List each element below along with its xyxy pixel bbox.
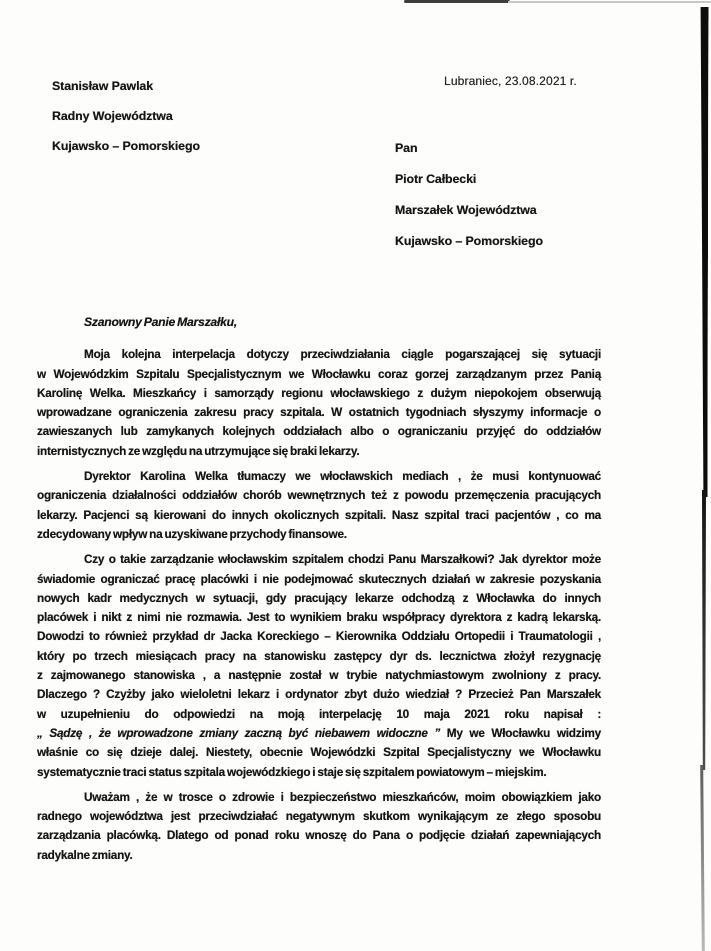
paragraph-line: systematycznie traci status szpitala wojewódzkiego i staje się szpitalem powiatowym – miejskim. bbox=[37, 764, 547, 779]
paragraph-line: w Wojewódzkim Szpitalu Specjalistycznym we Włocławku coraz gorzej zarządzanym przez Panią bbox=[37, 366, 601, 381]
paragraph-text: My we Włocławku widzimy bbox=[440, 725, 601, 740]
quoted-text: „ Sądzę , że wprowadzone zmiany zaczną być niebawem widoczne ” bbox=[37, 725, 441, 740]
scan-top-edge-line-faint bbox=[508, 1, 711, 3]
sender-title: Radny Województwa bbox=[52, 109, 173, 123]
paragraph-line: zawieszanych lub zamykanych kolejnych oddziałach albo o ograniczaniu przyjęć do oddziałów bbox=[37, 424, 601, 439]
paragraph-line: lekarzy. Pacjenci są kierowani do innych okolicznych szpitali. Nasz szpital traci pacjentów , co ma bbox=[37, 507, 601, 522]
paragraph bbox=[37, 550, 601, 782]
paragraph-line: Uważam , że w trosce o zdrowie i bezpieczeństwo mieszkańców, moim obowiązkiem jako bbox=[84, 789, 601, 804]
paragraph-line: Moja kolejna interpelacja dotyczy przeciwdziałania ciągle pogarszającej się sytuacji bbox=[84, 347, 601, 362]
recipient-title: Marszałek Województwa bbox=[395, 203, 537, 217]
paragraph-line: Karolinę Welka. Mieszkańcy i samorządy regionu włocławskiego z dużym niepokojem obserwują bbox=[37, 385, 601, 400]
paragraph-line: Dowodzi to również przykład dr Jacka Koreckiego – Kierownika Oddziału Ortopedii i Traumatologii , bbox=[37, 629, 601, 644]
paragraph-line: Dlaczego ? Czyżby jako wieloletni lekarz i ordynator zbyt dużo wiedział ? Przecież Pan Marszałek bbox=[37, 687, 601, 702]
paragraph bbox=[37, 345, 601, 461]
recipient-region: Kujawsko – Pomorskiego bbox=[395, 234, 543, 248]
sender-name: Stanisław Pawlak bbox=[52, 79, 154, 93]
paragraph-line: świadomie ograniczać pracę placówki i nie podejmować skutecznych działań w zakresie pozyskania bbox=[37, 571, 601, 586]
scan-top-edge-line bbox=[404, 0, 510, 3]
paragraph-line: radykalne zmiany. bbox=[37, 847, 133, 862]
letter-body bbox=[37, 313, 601, 871]
paragraph-line: internistycznych ze względu na utrzymujące się braki lekarzy. bbox=[37, 443, 360, 458]
paragraph-line: który po trzech miesiącach pracy na stanowisku zastępcy dyr ds. lecznictwa złożył rezygnację bbox=[37, 648, 601, 663]
recipient-block bbox=[395, 133, 543, 257]
recipient-name: Piotr Całbecki bbox=[395, 172, 477, 186]
paragraph-line: Dyrektor Karolina Welka tłumaczy we włocławskich mediach , że musi kontynuować bbox=[84, 469, 601, 484]
paragraph-line: w uzupełnieniu do odpowiedzi na moją interpelację 10 maja 2021 roku napisał : bbox=[37, 706, 601, 721]
paragraph-line: z zajmowanego stanowiska , a następnie został w trybie natychmiastowym zwolniony z pracy. bbox=[37, 668, 601, 683]
place-date-line: Lubraniec, 23.08.2021 r. bbox=[444, 74, 577, 88]
sender-region: Kujawsko – Pomorskiego bbox=[52, 139, 200, 153]
paragraph-line: właśnie co się dzieje dalej. Niestety, obecnie Wojewódzki Szpital Specjalistyczny we Włocławku bbox=[37, 745, 601, 760]
paragraph-line: nowych kadr medycznych w sytuacji, gdy pracujący lekarze odchodzą z Włocławka do innych bbox=[37, 590, 601, 605]
paragraph-line: ograniczenia działalności oddziałów chorób wewnętrznych też z powodu przemęczenia pracujących bbox=[37, 488, 601, 503]
paragraph-line: radnego województwa jest przeciwdziałać negatywnym skutkom wynikającym ze złego sposobu bbox=[37, 809, 601, 824]
paragraph-line: Czy o takie zarządzanie włocławskim szpitalem chodzi Panu Marszałkowi? Jak dyrektor może bbox=[84, 552, 601, 567]
paragraph-line: placówek i nikt z nimi nie rozmawia. Jest to wynikiem braku współpracy dyrektora z kadrą lekarską. bbox=[37, 610, 601, 625]
scan-right-edge-shadow-mid bbox=[702, 490, 706, 770]
letter-paragraphs bbox=[37, 345, 601, 865]
sender-block bbox=[52, 71, 200, 161]
paragraph-line: zarządzania placówką. Dlatego od ponad roku wnoszę do Pana o podjęcie działań zapewniających bbox=[37, 828, 601, 843]
scan-right-edge-shadow-bottom bbox=[700, 765, 705, 951]
paragraph bbox=[37, 467, 601, 544]
salutation: Szanowny Panie Marszałku, bbox=[84, 315, 237, 329]
recipient-honorific: Pan bbox=[395, 141, 418, 155]
scan-right-edge-shadow bbox=[698, 7, 708, 497]
paragraph-line: wprowadzane ograniczenia zakresu pracy szpitala. W ostatnich tygodniach słyszymy informacje o bbox=[37, 405, 601, 420]
paragraph bbox=[37, 788, 601, 865]
paragraph-line bbox=[37, 724, 601, 743]
paragraph-line: zdecydowany wpływ na uzyskiwane przychody finansowe. bbox=[37, 526, 347, 541]
